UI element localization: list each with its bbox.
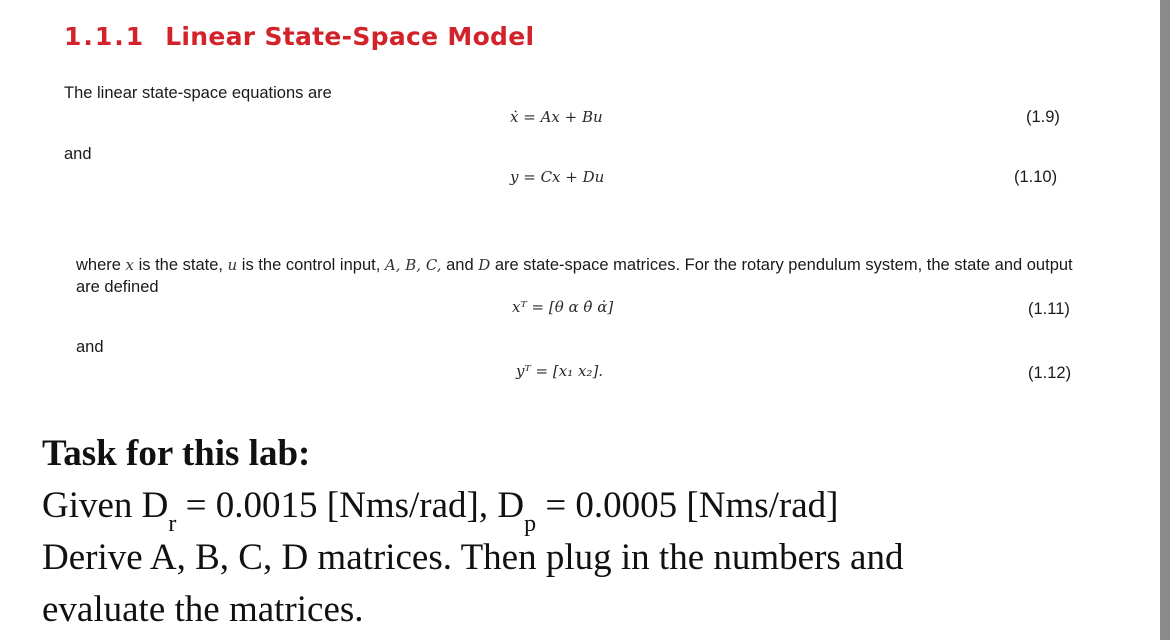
equation-1-11: xᵀ = [θ α θ̇ α̇]: [512, 298, 614, 316]
task-block: [42, 428, 1142, 636]
task-instructions-line-1: Derive A, B, C, D matrices. Then plug in the numbers and: [42, 537, 904, 578]
var-u: u: [227, 256, 238, 274]
equation-number-1-10: (1.10): [1014, 168, 1058, 186]
section-heading: [64, 22, 534, 51]
task-instructions-line-2: evaluate the matrices.: [42, 589, 364, 630]
equation-number-1-11: (1.11): [1028, 300, 1070, 318]
equation-1-12: yᵀ = [x₁ x₂].: [516, 362, 604, 380]
task-title: Task for this lab:: [42, 433, 311, 474]
and-text-2: and: [76, 338, 104, 356]
page-edge-bar: [1160, 0, 1170, 640]
section-title: Linear State-Space Model: [165, 22, 535, 51]
section-number: 1.1.1: [64, 22, 146, 51]
where-paragraph: where x is the state, u is the control input, A, B, C, and D are state-space matrices. For the rotary pendulum system, the state and output are defined: [76, 256, 1073, 296]
equation-number-1-9: (1.9): [1026, 108, 1060, 126]
var-x: x: [125, 256, 134, 274]
equation-number-1-12: (1.12): [1028, 364, 1072, 382]
intro-text: The linear state-space equations are: [64, 84, 332, 102]
task-given: Given $D_r = 0.0015$ [Nms/rad], $D_p = 0.0005$ [Nms/rad]: [42, 485, 839, 537]
equation-1-9: ẋ = Ax + Bu: [510, 108, 603, 126]
equation-1-10: y = Cx + Du: [510, 168, 605, 186]
and-text-1: and: [64, 145, 92, 163]
var-abc: A, B, C,: [384, 256, 442, 274]
var-d: D: [478, 256, 491, 274]
